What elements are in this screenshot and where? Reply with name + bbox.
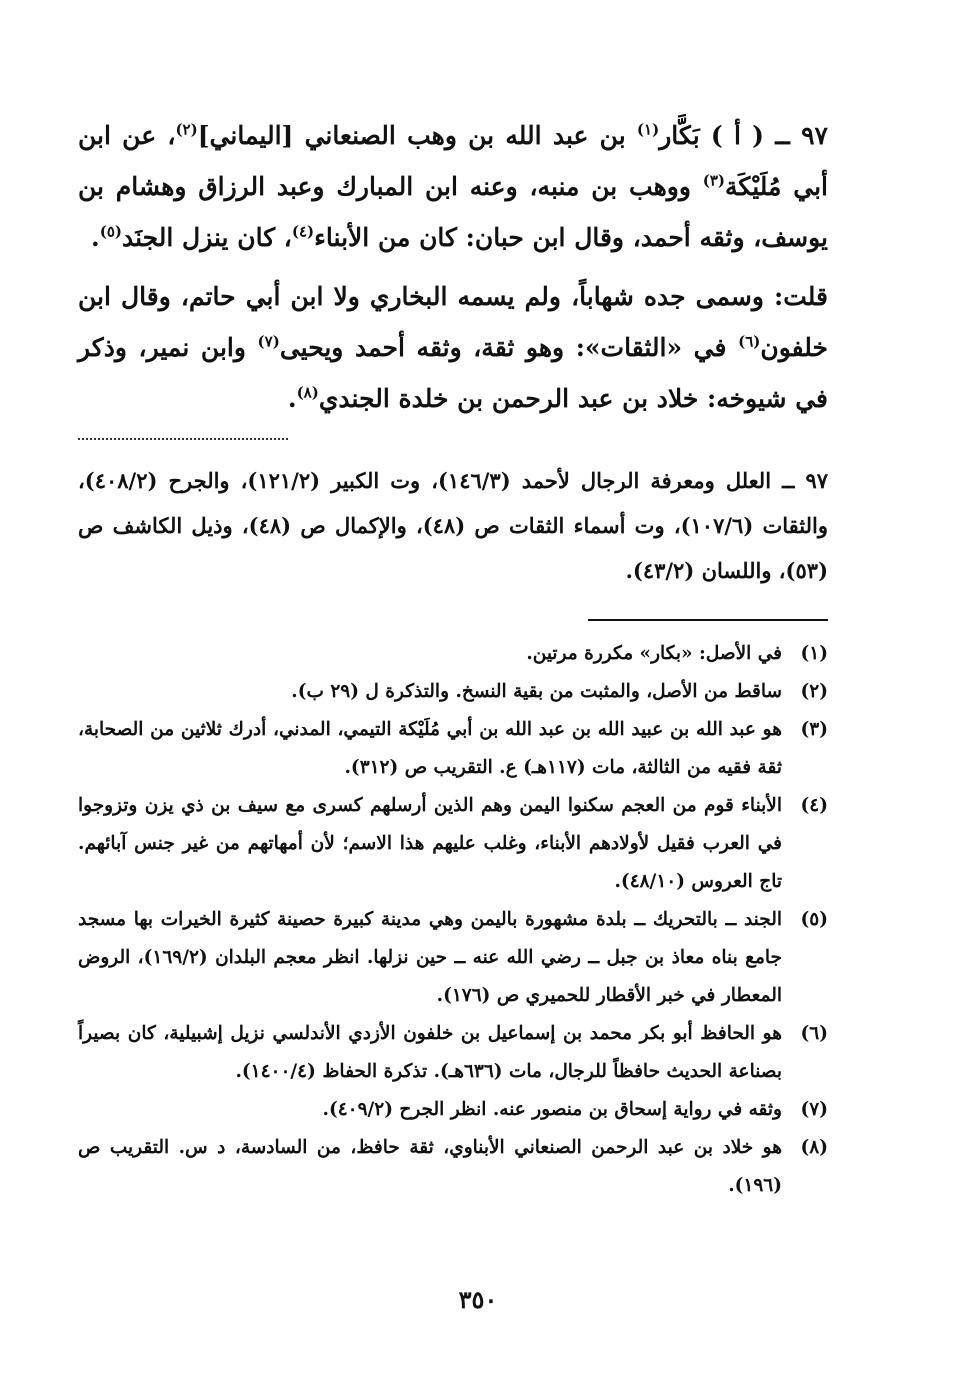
page-body xyxy=(78,110,828,1205)
entry-text: ، عن ابن أبي مُلَيْكَة xyxy=(78,121,828,201)
footnote-text: الأبناء قوم من العجم سكنوا اليمن وهم الذين أرسلهم كسرى مع سيف بن ذي يزن وتزوجوا في العرب فقيل لأولادهم الأبناء، وغلب عليهم هذا الاسم؛ لأن أمهاتهم من غير جنس آبائهم. تاج العروس (٤٨/١٠). xyxy=(78,795,782,892)
footnote-number: (٤) xyxy=(800,795,828,816)
footnote-item xyxy=(78,1015,828,1091)
footnote-text: وثقه في رواية إسحاق بن منصور عنه. انظر الجرح (٤٠٩/٢). xyxy=(322,1099,782,1120)
footnote-number: (٣) xyxy=(800,719,828,740)
commentary-text: في «الثقات»: وهو ثقة، وثقه أحمد ويحيى xyxy=(279,333,739,362)
footnote-item xyxy=(78,673,828,711)
footnote-item xyxy=(78,635,828,673)
commentary-paragraph xyxy=(78,271,828,424)
entry-text: ووهب بن منبه، وعنه ابن المبارك وعبد الرزاق وهشام بن يوسف، وثقه أحمد، وقال ابن حبان: كان من الأبناء xyxy=(78,172,828,252)
footnote-text: هو الحافظ أبو بكر محمد بن إسماعيل بن خلفون الأزدي الأندلسي نزيل إشبيلية، كان بصيراً بصناعة الحديث حافظاً للرجال، مات (٦٣٦هـ). تذكرة الحفاظ (١٤٠٠/٤). xyxy=(78,1023,782,1082)
entry-heading: ٩٧ ــ ( أ ) بَكَّار xyxy=(659,121,828,150)
footnote-ref[interactable]: (٦) xyxy=(738,332,761,351)
footnote-number: (٥) xyxy=(800,909,828,930)
footnote-item xyxy=(78,1129,828,1205)
footnote-ref[interactable]: (٢) xyxy=(175,120,198,139)
entry-text: بن عبد الله بن وهب الصنعاني [اليماني] xyxy=(197,121,637,150)
commentary-text: قلت: وسمى جده شهاباً، ولم يسمه البخاري ولا ابن أبي حاتم، وقال ابن خلفون xyxy=(78,282,829,362)
footnote-item xyxy=(78,787,828,901)
footnote-item xyxy=(78,711,828,787)
footnote-ref[interactable]: (٧) xyxy=(257,332,280,351)
main-text xyxy=(78,110,828,424)
entry-text: . xyxy=(90,223,100,252)
footnote-text: ساقط من الأصل، والمثبت من بقية النسخ. والتذكرة ل (٢٩ ب). xyxy=(291,681,782,702)
footnote-item xyxy=(78,901,828,1015)
footnote-ref[interactable]: (١) xyxy=(636,120,660,139)
commentary-text: . xyxy=(287,384,297,413)
footnote-number: (٧) xyxy=(800,1099,828,1120)
sources-paragraph: ٩٧ ــ العلل ومعرفة الرجال لأحمد (١٤٦/٣)، وت الكبير (١٢١/٢)، والجرح (٤٠٨/٢)، والثقات (١٠٧/٦)، وت أسماء الثقات ص (٤٨)، والإكمال ص (٤٨)، وذيل الكاشف ص (٥٣)، واللسان (٤٣/٢). xyxy=(78,468,828,583)
footnote-text: هو عبد الله بن عبيد الله بن عبد الله بن أبي مُلَيْكة التيمي، المدني، أدرك ثلاثين من الصحابة، ثقة فقيه من الثالثة، مات (١١٧هـ) ع. التقريب ص (٣١٢). xyxy=(78,719,782,778)
dotted-separator xyxy=(78,432,288,440)
footnote-number: (١) xyxy=(800,643,828,664)
footnote-ref[interactable]: (٣) xyxy=(702,171,726,190)
footnote-number: (٦) xyxy=(800,1023,828,1044)
footnote-ref[interactable]: (٨) xyxy=(296,383,319,402)
footnote-number: (٨) xyxy=(800,1137,828,1158)
footnote-text: الجند ــ بالتحريك ــ بلدة مشهورة باليمن وهي مدينة كبيرة حصينة كثيرة الخيرات بها مسجد جامع بناه معاذ بن جبل ــ رضي الله عنه ــ حين نزلها. انظر معجم البلدان (١٦٩/٢)، الروض المعطار في خبر الأقطار للحميري ص (١٧٦). xyxy=(78,909,782,1006)
footnote-number: (٢) xyxy=(800,681,828,702)
footnote-ref[interactable]: (٥) xyxy=(99,222,122,241)
commentary-text: وابن نمير، وذكر في شيوخه: خلاد بن عبد الرحمن بن خلدة الجندي xyxy=(78,333,828,413)
entry-paragraph xyxy=(78,110,828,263)
entry-text: ، كان ينزل الجنَد xyxy=(121,223,292,252)
footnote-item xyxy=(78,1091,828,1129)
footnote-ref[interactable]: (٤) xyxy=(291,222,315,241)
page-number: ٣٥٠ xyxy=(458,1285,498,1314)
footnote-text: في الأصل: «بكار» مكررة مرتين. xyxy=(526,643,782,664)
footnote-rule xyxy=(588,619,828,621)
footnotes xyxy=(78,635,828,1205)
footnote-text: هو خلاد بن عبد الرحمن الصنعاني الأبناوي، ثقة حافظ، من السادسة، د س. التقريب ص (١٩٦). xyxy=(78,1137,782,1196)
